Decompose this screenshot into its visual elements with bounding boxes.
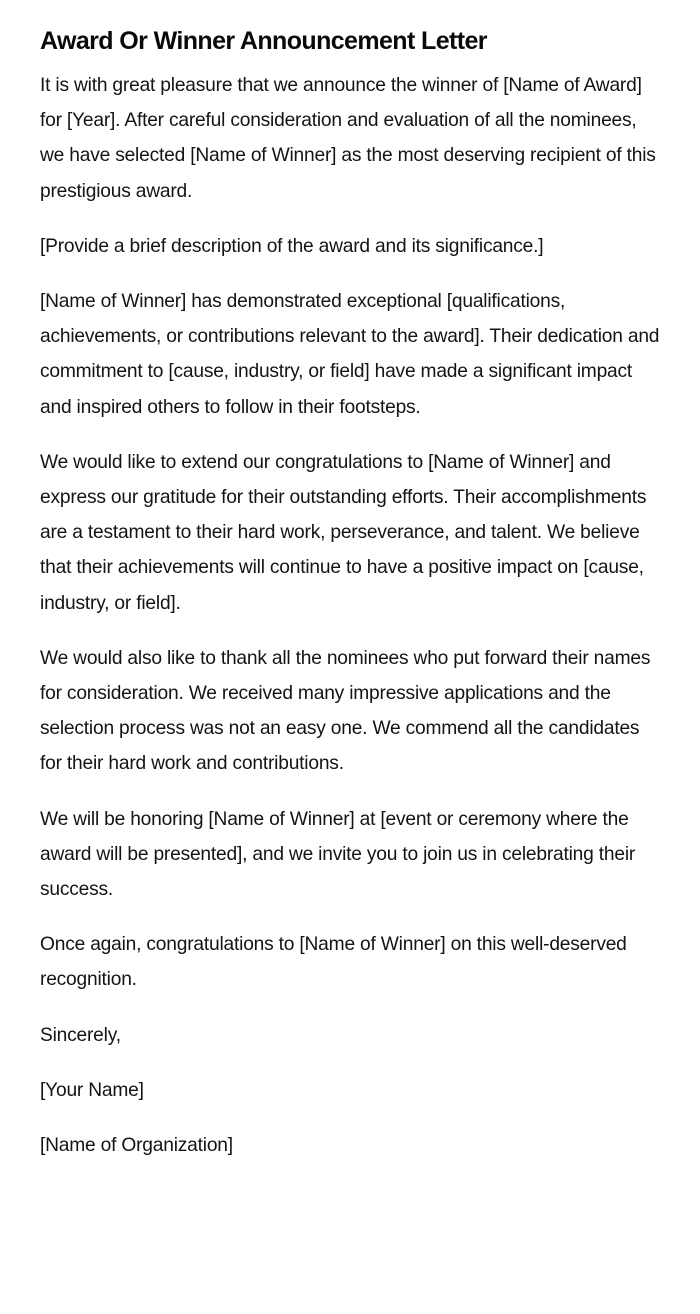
closing-salutation: Sincerely, bbox=[40, 1024, 121, 1046]
signature-organization: [Name of Organization] bbox=[40, 1135, 233, 1157]
paragraph-honoring-event: We will be honoring [Name of Winner] at [event or ceremony where the award will be presented], and we invite you to join us in celebrating their success. bbox=[40, 808, 636, 901]
signature-name: [Your Name] bbox=[40, 1079, 144, 1101]
paragraph-award-description: [Provide a brief description of the award and its significance.] bbox=[40, 235, 544, 257]
paragraph-thank-nominees: We would also like to thank all the nominees who put forward their names for consideration. We received many impressive applications and the selection process was not an easy one. We commend all the candidates for their hard work and contributions. bbox=[40, 647, 651, 775]
letter-title: Award Or Winner Announcement Letter bbox=[40, 27, 487, 55]
paragraph-congratulations: We would like to extend our congratulations to [Name of Winner] and express our gratitude for their outstanding efforts. Their accomplishments are a testament to their hard work, perseverance, and talent. We believe that their achievements will continue to have a positive impact on [cause, industry, or field]. bbox=[40, 451, 647, 614]
paragraph-winner-achievements: [Name of Winner] has demonstrated exceptional [qualifications, achievements, or contributions relevant to the award]. Their dedication and commitment to [cause, industry, or field] have made a significant impact and inspired others to follow in their footsteps. bbox=[40, 291, 660, 418]
paragraph-final-congratulations: Once again, congratulations to [Name of Winner] on this well-deserved recognition. bbox=[40, 934, 627, 991]
paragraph-announcement: It is with great pleasure that we announce the winner of [Name of Award] for [Year]. After careful consideration and evaluation of all the nominees, we have selected [Name of Winner] as the most deserving recipient of this prestigious award. bbox=[40, 75, 656, 202]
